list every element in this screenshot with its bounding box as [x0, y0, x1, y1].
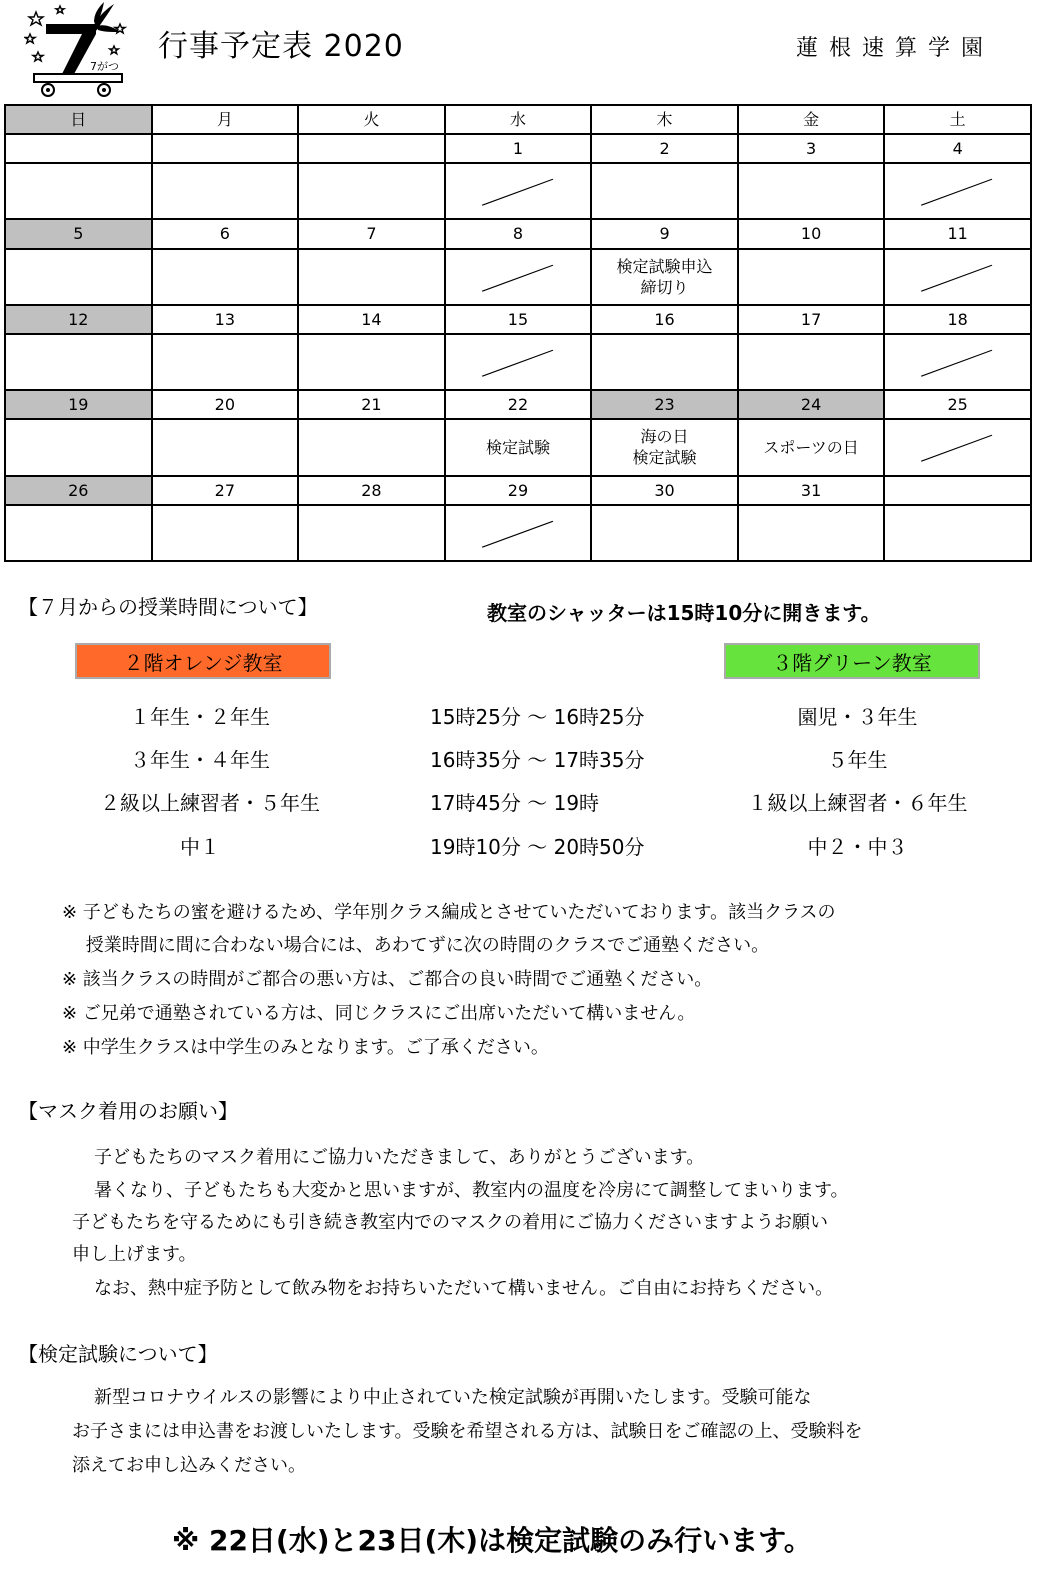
day-number: 10 [738, 219, 885, 248]
day-number: 25 [884, 390, 1031, 419]
day-number: 18 [884, 305, 1031, 334]
green-class-1: 園児・３年生 [797, 705, 918, 729]
day-event [298, 419, 445, 475]
day-number: 26 [5, 476, 152, 505]
green-class-2: ５年生 [827, 748, 888, 772]
day-event [445, 505, 592, 561]
page-title: 行事予定表 2020 [158, 29, 404, 64]
day-number: 4 [884, 134, 1031, 163]
day-number: 3 [738, 134, 885, 163]
day-number: 8 [445, 219, 592, 248]
week-event-row [5, 505, 1031, 561]
note-line-1: ※ 子どもたちの蜜を避けるため、学年別クラス編成とさせていただいております。該当クラスの [62, 902, 836, 923]
day-event [591, 505, 738, 561]
logo [24, 2, 130, 98]
no-class-slash [885, 250, 1030, 304]
day-event: 検定試験 [445, 419, 592, 475]
day-event [738, 249, 885, 305]
day-number: 23 [591, 390, 738, 419]
week-date-row [5, 134, 1031, 163]
day-number: 9 [591, 219, 738, 248]
mask-line-1: 子どもたちのマスク着用にご協力いただきまして、ありがとうございます。 [94, 1147, 705, 1168]
day-event [445, 249, 592, 305]
day-event [591, 163, 738, 219]
day-event [152, 419, 299, 475]
day-event [884, 163, 1031, 219]
week-event-row [5, 334, 1031, 390]
day-event [298, 334, 445, 390]
mask-line-3: 子どもたちを守るためにも引き続き教室内でのマスクの着用にご協力くださいますようお願い [72, 1212, 828, 1233]
mask-line-5: なお、熱中症予防として飲み物をお持ちいただいて構いません。ご自由にお持ちください。 [94, 1278, 834, 1299]
day-number: 21 [298, 390, 445, 419]
school-name: 蓮根速算学園 [796, 36, 995, 61]
day-number: 20 [152, 390, 299, 419]
day-event: 海の日 検定試験 [591, 419, 738, 475]
day-number: 17 [738, 305, 885, 334]
class-times-heading: 【７月からの授業時間について】 [18, 595, 318, 619]
event-calendar [4, 104, 1032, 562]
no-class-slash [446, 506, 591, 560]
day-number: 12 [5, 305, 152, 334]
orange-class-3: ２級以上練習者・５年生 [100, 791, 320, 815]
week-date-row [5, 390, 1031, 419]
time-slot-2: 16時35分 ～ 17時35分 [430, 748, 645, 772]
orange-class-1: １年生・２年生 [130, 705, 270, 729]
mask-line-2: 暑くなり、子どもたちも大変かと思いますが、教室内の温度を冷房にて調整してまいります。 [94, 1180, 849, 1201]
day-number: 15 [445, 305, 592, 334]
day-event [152, 163, 299, 219]
day-event [884, 249, 1031, 305]
weekday-header: 火 [298, 105, 445, 134]
day-number: 2 [591, 134, 738, 163]
no-class-slash [885, 335, 1030, 389]
note-line-5: ※ 中学生クラスは中学生のみとなります。ご了承ください。 [62, 1037, 549, 1058]
day-event [5, 163, 152, 219]
day-event: スポーツの日 [738, 419, 885, 475]
day-number: 24 [738, 390, 885, 419]
day-event [445, 334, 592, 390]
room-orange-label: ２階オレンジ教室 [75, 643, 331, 679]
day-event [298, 249, 445, 305]
weekday-header: 日 [5, 105, 152, 134]
weekday-header: 月 [152, 105, 299, 134]
day-event [5, 419, 152, 475]
time-slot-1: 15時25分 ～ 16時25分 [430, 705, 645, 729]
day-number: 16 [591, 305, 738, 334]
week-event-row [5, 419, 1031, 475]
week-event-row [5, 163, 1031, 219]
day-number: 1 [445, 134, 592, 163]
day-event [884, 419, 1031, 475]
day-number: 27 [152, 476, 299, 505]
day-number: 6 [152, 219, 299, 248]
day-number: 22 [445, 390, 592, 419]
day-number: 13 [152, 305, 299, 334]
day-number: 14 [298, 305, 445, 334]
day-number: 29 [445, 476, 592, 505]
day-event [738, 505, 885, 561]
no-class-slash [446, 335, 591, 389]
day-event [884, 505, 1031, 561]
day-event [445, 163, 592, 219]
day-event [298, 505, 445, 561]
day-event [738, 163, 885, 219]
weekday-header: 土 [884, 105, 1031, 134]
day-event: 検定試験申込 締切り [591, 249, 738, 305]
day-number [884, 476, 1031, 505]
no-class-slash [885, 420, 1030, 474]
time-slot-3: 17時45分 ～ 19時 [430, 791, 600, 815]
note-line-2: 授業時間に間に合わない場合には、あわてずに次の時間のクラスでご通塾ください。 [62, 935, 770, 956]
no-class-slash [885, 164, 1030, 218]
day-event [298, 163, 445, 219]
weekday-header: 水 [445, 105, 592, 134]
no-class-slash [446, 164, 591, 218]
day-number: 5 [5, 219, 152, 248]
day-event [152, 334, 299, 390]
exam-heading: 【検定試験について】 [18, 1342, 218, 1366]
orange-class-4: 中１ [180, 835, 220, 859]
day-event [591, 334, 738, 390]
day-number: 11 [884, 219, 1031, 248]
weekday-header: 金 [738, 105, 885, 134]
exam-line-2: お子さまには申込書をお渡しいたします。受験を希望される方は、試験日をご確認の上、受験料を [72, 1421, 863, 1442]
day-event [152, 505, 299, 561]
exam-line-3: 添えてお申し込みください。 [72, 1455, 306, 1476]
exam-line-1: 新型コロナウイルスの影響により中止されていた検定試験が再開いたします。受験可能な [94, 1387, 812, 1408]
day-number [5, 134, 152, 163]
note-line-3: ※ 該当クラスの時間がご都合の悪い方は、ご都合の良い時間でご通塾ください。 [62, 969, 713, 990]
week-date-row [5, 476, 1031, 505]
day-event [738, 334, 885, 390]
day-event [5, 249, 152, 305]
weekday-header-row [5, 105, 1031, 134]
green-class-3: １級以上練習者・６年生 [747, 791, 968, 815]
day-event [884, 334, 1031, 390]
no-class-slash [446, 250, 591, 304]
final-note: ※ 22日(水)と23日(木)は検定試験のみ行います。 [172, 1524, 812, 1557]
orange-class-2: ３年生・４年生 [130, 748, 270, 772]
day-number: 31 [738, 476, 885, 505]
svg-text:7がつ: 7がつ [90, 60, 119, 73]
room-green-label: ３階グリーン教室 [724, 643, 980, 679]
shutter-note: 教室のシャッターは15時10分に開きます。 [487, 601, 881, 625]
day-number [152, 134, 299, 163]
week-date-row [5, 305, 1031, 334]
day-number: 28 [298, 476, 445, 505]
note-line-4: ※ ご兄弟で通塾されている方は、同じクラスにご出席いただいて構いません。 [62, 1003, 696, 1024]
green-class-4: 中２・中３ [807, 835, 908, 859]
mask-line-4: 申し上げます。 [72, 1244, 197, 1265]
day-number [298, 134, 445, 163]
weekday-header: 木 [591, 105, 738, 134]
day-number: 7 [298, 219, 445, 248]
week-event-row [5, 249, 1031, 305]
day-number: 30 [591, 476, 738, 505]
time-slot-4: 19時10分 ～ 20時50分 [430, 835, 645, 859]
day-number: 19 [5, 390, 152, 419]
day-event [5, 334, 152, 390]
day-event [152, 249, 299, 305]
day-event [5, 505, 152, 561]
week-date-row [5, 219, 1031, 248]
mask-heading: 【マスク着用のお願い】 [18, 1099, 238, 1123]
